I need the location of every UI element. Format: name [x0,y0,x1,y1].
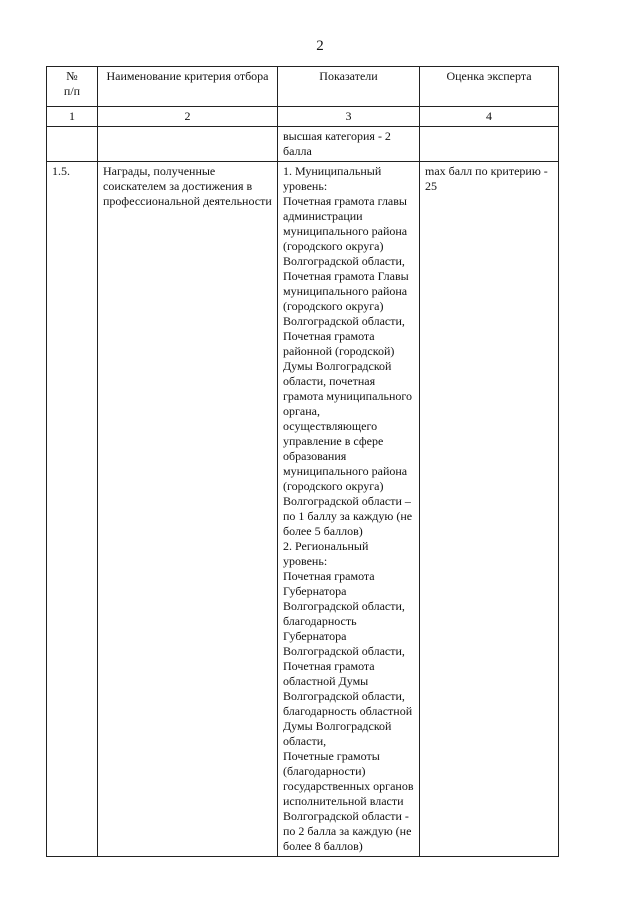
table-header-row [47,67,559,107]
expert-score: max балл по критерию - 25 [420,162,559,857]
criterion-name [98,127,278,162]
criteria-table [46,66,559,857]
header-criterion-name: Наименование критерия отбора [98,67,278,107]
header-indicators: Показатели [278,67,420,107]
column-numbers-row [47,107,559,127]
table-row [47,162,559,857]
header-expert-score: Оценка эксперта [420,67,559,107]
row-number [47,127,98,162]
indicators-text: 1. Муниципальный уровень: Почетная грамота главы администрации муниципального района (городского округа) Волгоградской области, Почетная грамота Главы муниципального района (городского округа) Волгоградской области, Почетная грамота районной (городской) Думы Волгоградской области, почетная грамота муниципального органа, осуществляющего управление в сфере образования муниципального района (городского округа) Волгоградской области – по 1 баллу за каждую (не более 5 баллов) 2. Региональный уровень: Почетная грамота Губернатора Волгоградской области, благодарность Губернатора Волгоградской области, Почетная грамота областной Думы Волгоградской области, благодарность областной Думы Волгоградской области, Почетные грамоты (благодарности) государственных органов исполнительной власти Волгоградской области - по 2 балла за каждую (не более 8 баллов) [278,162,420,857]
row-number: 1.5. [47,162,98,857]
column-number: 1 [47,107,98,127]
criterion-name: Награды, полученные соискателем за достижения в профессиональной деятельности [98,162,278,857]
indicators-text: высшая категория - 2 балла [278,127,420,162]
page-number: 2 [316,38,324,54]
expert-score [420,127,559,162]
column-number: 4 [420,107,559,127]
header-number: № п/п [47,67,98,107]
column-number: 2 [98,107,278,127]
table-row [47,127,559,162]
column-number: 3 [278,107,420,127]
